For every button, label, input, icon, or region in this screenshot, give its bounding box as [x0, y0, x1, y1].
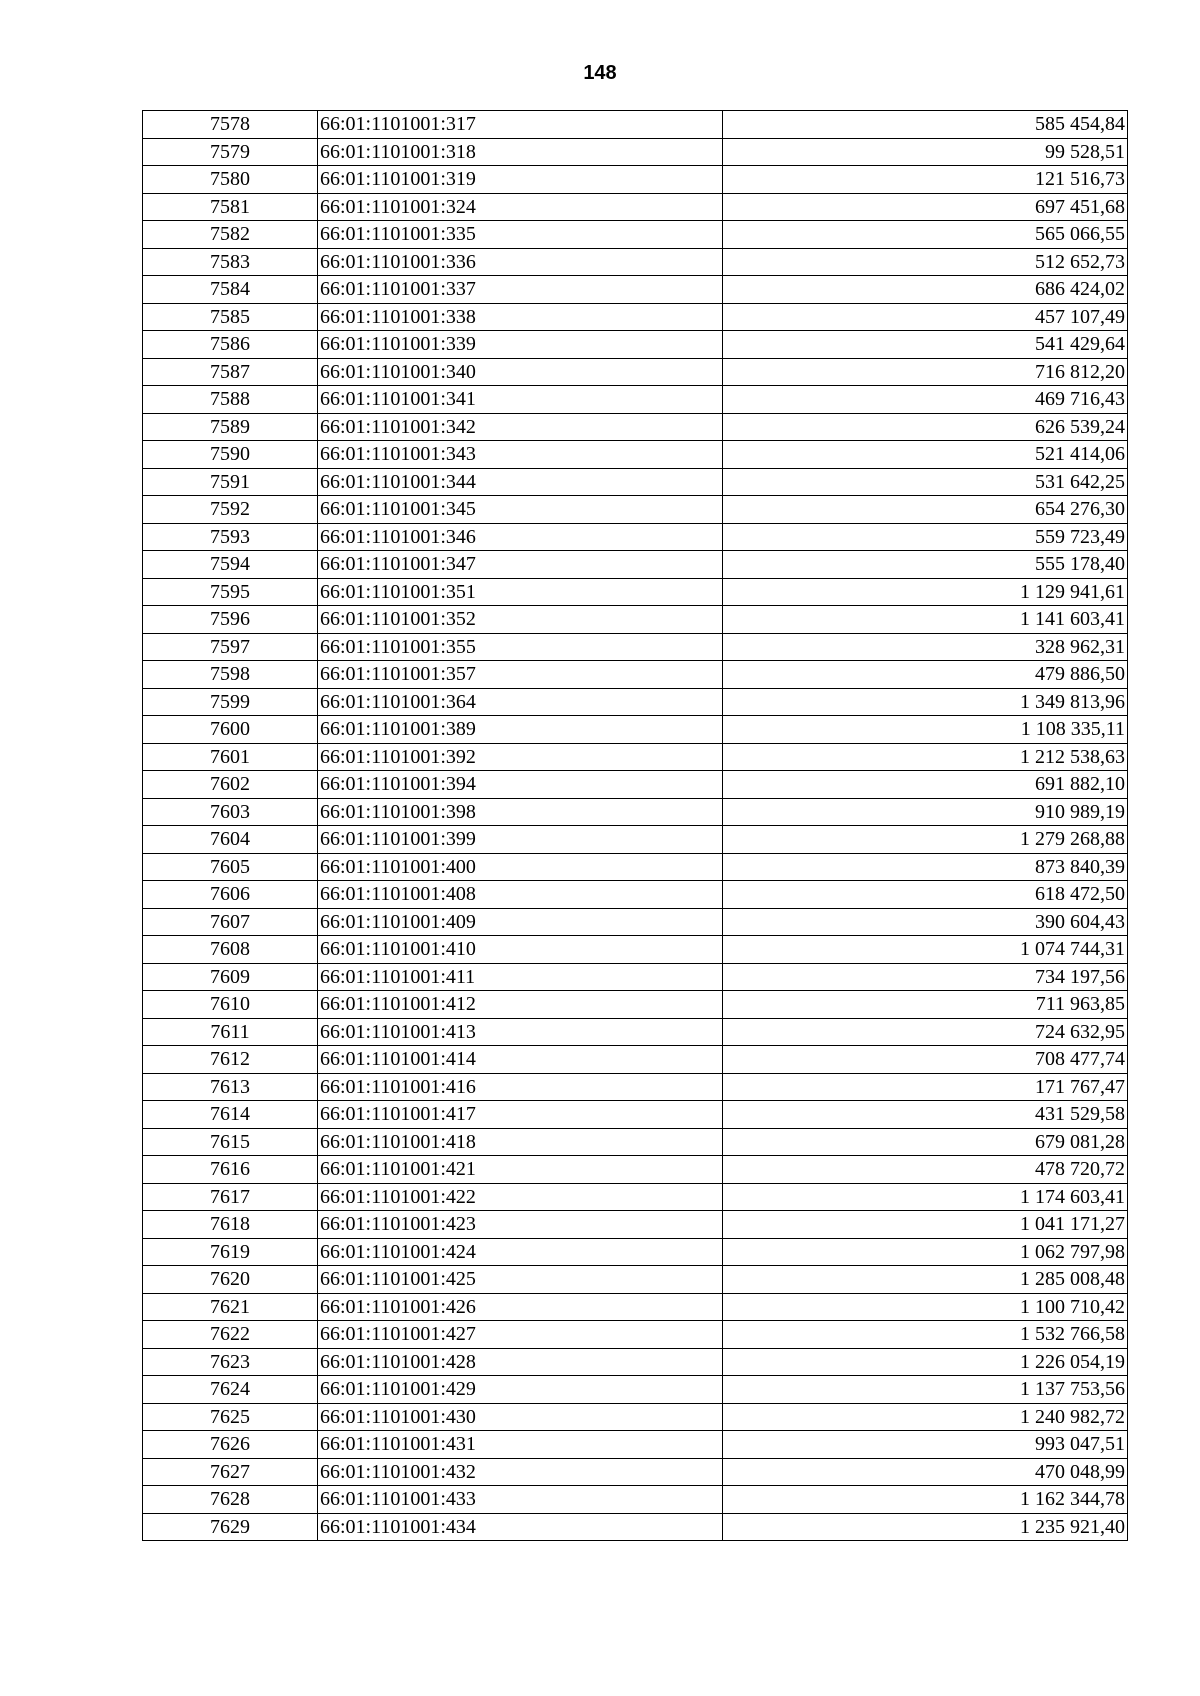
row-number-cell: 7614 — [143, 1101, 318, 1129]
cadastral-value-cell: 711 963,85 — [723, 991, 1128, 1019]
row-number-cell: 7626 — [143, 1431, 318, 1459]
table-row — [143, 1458, 1128, 1486]
cadastral-number-cell: 66:01:1101001:425 — [318, 1266, 723, 1294]
cadastral-value-cell: 1 279 268,88 — [723, 826, 1128, 854]
cadastral-number-cell: 66:01:1101001:410 — [318, 936, 723, 964]
cadastral-value-cell: 716 812,20 — [723, 358, 1128, 386]
cadastral-number-cell: 66:01:1101001:324 — [318, 193, 723, 221]
row-number-cell: 7623 — [143, 1348, 318, 1376]
row-number-cell: 7620 — [143, 1266, 318, 1294]
row-number-cell: 7605 — [143, 853, 318, 881]
cadastral-number-cell: 66:01:1101001:398 — [318, 798, 723, 826]
cadastral-value-cell: 1 162 344,78 — [723, 1486, 1128, 1514]
cadastral-value-cell: 479 886,50 — [723, 661, 1128, 689]
cadastral-number-cell: 66:01:1101001:318 — [318, 138, 723, 166]
cadastral-number-cell: 66:01:1101001:427 — [318, 1321, 723, 1349]
table-row — [143, 1403, 1128, 1431]
row-number-cell: 7580 — [143, 166, 318, 194]
cadastral-number-cell: 66:01:1101001:400 — [318, 853, 723, 881]
cadastral-number-cell: 66:01:1101001:424 — [318, 1238, 723, 1266]
cadastral-value-cell: 171 767,47 — [723, 1073, 1128, 1101]
row-number-cell: 7618 — [143, 1211, 318, 1239]
table-row — [143, 331, 1128, 359]
row-number-cell: 7581 — [143, 193, 318, 221]
cadastral-value-cell: 457 107,49 — [723, 303, 1128, 331]
cadastral-number-cell: 66:01:1101001:421 — [318, 1156, 723, 1184]
row-number-cell: 7579 — [143, 138, 318, 166]
cadastral-value-cell: 1 235 921,40 — [723, 1513, 1128, 1541]
cadastral-number-cell: 66:01:1101001:430 — [318, 1403, 723, 1431]
table-row — [143, 688, 1128, 716]
table-row — [143, 138, 1128, 166]
table-row — [143, 1073, 1128, 1101]
cadastral-value-cell: 734 197,56 — [723, 963, 1128, 991]
cadastral-value-cell: 697 451,68 — [723, 193, 1128, 221]
cadastral-value-cell: 1 240 982,72 — [723, 1403, 1128, 1431]
table-row — [143, 303, 1128, 331]
cadastral-number-cell: 66:01:1101001:352 — [318, 606, 723, 634]
row-number-cell: 7596 — [143, 606, 318, 634]
table-row — [143, 853, 1128, 881]
cadastral-number-cell: 66:01:1101001:426 — [318, 1293, 723, 1321]
table-body — [143, 111, 1128, 1541]
cadastral-number-cell: 66:01:1101001:342 — [318, 413, 723, 441]
row-number-cell: 7595 — [143, 578, 318, 606]
cadastral-number-cell: 66:01:1101001:416 — [318, 1073, 723, 1101]
cadastral-value-cell: 1 212 538,63 — [723, 743, 1128, 771]
table-row — [143, 661, 1128, 689]
table-row — [143, 413, 1128, 441]
table-row — [143, 578, 1128, 606]
table-row — [143, 826, 1128, 854]
cadastral-number-cell: 66:01:1101001:394 — [318, 771, 723, 799]
cadastral-value-cell: 724 632,95 — [723, 1018, 1128, 1046]
table-row — [143, 606, 1128, 634]
cadastral-value-cell: 873 840,39 — [723, 853, 1128, 881]
table-row — [143, 1431, 1128, 1459]
cadastral-number-cell: 66:01:1101001:346 — [318, 523, 723, 551]
table-row — [143, 1018, 1128, 1046]
page-number: 148 — [583, 62, 617, 84]
table-row — [143, 1266, 1128, 1294]
cadastral-value-cell: 541 429,64 — [723, 331, 1128, 359]
row-number-cell: 7584 — [143, 276, 318, 304]
cadastral-number-cell: 66:01:1101001:340 — [318, 358, 723, 386]
row-number-cell: 7582 — [143, 221, 318, 249]
table-row — [143, 1156, 1128, 1184]
table-row — [143, 1183, 1128, 1211]
cadastral-value-cell: 565 066,55 — [723, 221, 1128, 249]
table-row — [143, 248, 1128, 276]
cadastral-number-cell: 66:01:1101001:357 — [318, 661, 723, 689]
table-row — [143, 1513, 1128, 1541]
cadastral-number-cell: 66:01:1101001:343 — [318, 441, 723, 469]
row-number-cell: 7627 — [143, 1458, 318, 1486]
row-number-cell: 7600 — [143, 716, 318, 744]
table-row — [143, 881, 1128, 909]
table-row — [143, 276, 1128, 304]
cadastral-value-cell: 654 276,30 — [723, 496, 1128, 524]
row-number-cell: 7590 — [143, 441, 318, 469]
row-number-cell: 7625 — [143, 1403, 318, 1431]
cadastral-number-cell: 66:01:1101001:389 — [318, 716, 723, 744]
cadastral-value-cell: 99 528,51 — [723, 138, 1128, 166]
cadastral-number-cell: 66:01:1101001:417 — [318, 1101, 723, 1129]
cadastral-value-cell: 328 962,31 — [723, 633, 1128, 661]
cadastral-number-cell: 66:01:1101001:355 — [318, 633, 723, 661]
cadastral-value-cell: 555 178,40 — [723, 551, 1128, 579]
table-row — [143, 633, 1128, 661]
table-row — [143, 523, 1128, 551]
cadastral-number-cell: 66:01:1101001:422 — [318, 1183, 723, 1211]
row-number-cell: 7615 — [143, 1128, 318, 1156]
row-number-cell: 7599 — [143, 688, 318, 716]
row-number-cell: 7610 — [143, 991, 318, 1019]
cadastral-number-cell: 66:01:1101001:344 — [318, 468, 723, 496]
row-number-cell: 7609 — [143, 963, 318, 991]
row-number-cell: 7607 — [143, 908, 318, 936]
cadastral-number-cell: 66:01:1101001:345 — [318, 496, 723, 524]
cadastral-number-cell: 66:01:1101001:392 — [318, 743, 723, 771]
cadastral-value-table — [142, 110, 1128, 1541]
table-row — [143, 908, 1128, 936]
table-row — [143, 743, 1128, 771]
table-row — [143, 963, 1128, 991]
cadastral-value-cell: 1 174 603,41 — [723, 1183, 1128, 1211]
cadastral-value-cell: 512 652,73 — [723, 248, 1128, 276]
cadastral-value-cell: 585 454,84 — [723, 111, 1128, 139]
table-row — [143, 991, 1128, 1019]
row-number-cell: 7588 — [143, 386, 318, 414]
cadastral-value-cell: 478 720,72 — [723, 1156, 1128, 1184]
row-number-cell: 7589 — [143, 413, 318, 441]
cadastral-value-cell: 1 100 710,42 — [723, 1293, 1128, 1321]
row-number-cell: 7597 — [143, 633, 318, 661]
table-row — [143, 166, 1128, 194]
cadastral-value-cell: 1 285 008,48 — [723, 1266, 1128, 1294]
cadastral-value-cell: 618 472,50 — [723, 881, 1128, 909]
cadastral-number-cell: 66:01:1101001:428 — [318, 1348, 723, 1376]
cadastral-number-cell: 66:01:1101001:408 — [318, 881, 723, 909]
cadastral-number-cell: 66:01:1101001:337 — [318, 276, 723, 304]
cadastral-value-cell: 626 539,24 — [723, 413, 1128, 441]
cadastral-value-cell: 559 723,49 — [723, 523, 1128, 551]
cadastral-value-cell: 1 041 171,27 — [723, 1211, 1128, 1239]
row-number-cell: 7606 — [143, 881, 318, 909]
row-number-cell: 7586 — [143, 331, 318, 359]
table-row — [143, 1486, 1128, 1514]
row-number-cell: 7612 — [143, 1046, 318, 1074]
cadastral-value-cell: 679 081,28 — [723, 1128, 1128, 1156]
row-number-cell: 7578 — [143, 111, 318, 139]
cadastral-number-cell: 66:01:1101001:409 — [318, 908, 723, 936]
cadastral-value-cell: 910 989,19 — [723, 798, 1128, 826]
row-number-cell: 7613 — [143, 1073, 318, 1101]
cadastral-value-cell: 390 604,43 — [723, 908, 1128, 936]
cadastral-value-cell: 470 048,99 — [723, 1458, 1128, 1486]
cadastral-value-cell: 1 074 744,31 — [723, 936, 1128, 964]
row-number-cell: 7628 — [143, 1486, 318, 1514]
cadastral-number-cell: 66:01:1101001:335 — [318, 221, 723, 249]
cadastral-number-cell: 66:01:1101001:414 — [318, 1046, 723, 1074]
table-row — [143, 771, 1128, 799]
cadastral-value-cell: 708 477,74 — [723, 1046, 1128, 1074]
cadastral-value-cell: 993 047,51 — [723, 1431, 1128, 1459]
cadastral-value-cell: 1 129 941,61 — [723, 578, 1128, 606]
cadastral-value-cell: 121 516,73 — [723, 166, 1128, 194]
table-row — [143, 1348, 1128, 1376]
cadastral-value-cell: 1 141 603,41 — [723, 606, 1128, 634]
table-row — [143, 716, 1128, 744]
cadastral-value-cell: 521 414,06 — [723, 441, 1128, 469]
row-number-cell: 7611 — [143, 1018, 318, 1046]
row-number-cell: 7604 — [143, 826, 318, 854]
row-number-cell: 7616 — [143, 1156, 318, 1184]
table-row — [143, 1128, 1128, 1156]
cadastral-value-cell: 686 424,02 — [723, 276, 1128, 304]
cadastral-value-cell: 531 642,25 — [723, 468, 1128, 496]
table-row — [143, 386, 1128, 414]
row-number-cell: 7629 — [143, 1513, 318, 1541]
cadastral-number-cell: 66:01:1101001:319 — [318, 166, 723, 194]
row-number-cell: 7602 — [143, 771, 318, 799]
cadastral-value-cell: 469 716,43 — [723, 386, 1128, 414]
row-number-cell: 7593 — [143, 523, 318, 551]
cadastral-number-cell: 66:01:1101001:338 — [318, 303, 723, 331]
cadastral-number-cell: 66:01:1101001:399 — [318, 826, 723, 854]
table-row — [143, 193, 1128, 221]
cadastral-value-cell: 1 137 753,56 — [723, 1376, 1128, 1404]
table-row — [143, 441, 1128, 469]
table-row — [143, 798, 1128, 826]
cadastral-value-cell: 1 226 054,19 — [723, 1348, 1128, 1376]
cadastral-number-cell: 66:01:1101001:364 — [318, 688, 723, 716]
row-number-cell: 7608 — [143, 936, 318, 964]
table-row — [143, 358, 1128, 386]
table-row — [143, 468, 1128, 496]
cadastral-number-cell: 66:01:1101001:341 — [318, 386, 723, 414]
table-row — [143, 1101, 1128, 1129]
table-row — [143, 1238, 1128, 1266]
cadastral-number-cell: 66:01:1101001:351 — [318, 578, 723, 606]
table-row — [143, 1321, 1128, 1349]
row-number-cell: 7592 — [143, 496, 318, 524]
cadastral-value-cell: 1 532 766,58 — [723, 1321, 1128, 1349]
cadastral-number-cell: 66:01:1101001:431 — [318, 1431, 723, 1459]
table-row — [143, 496, 1128, 524]
cadastral-value-cell: 1 062 797,98 — [723, 1238, 1128, 1266]
table-row — [143, 551, 1128, 579]
cadastral-number-cell: 66:01:1101001:434 — [318, 1513, 723, 1541]
row-number-cell: 7591 — [143, 468, 318, 496]
row-number-cell: 7583 — [143, 248, 318, 276]
row-number-cell: 7621 — [143, 1293, 318, 1321]
cadastral-number-cell: 66:01:1101001:412 — [318, 991, 723, 1019]
row-number-cell: 7619 — [143, 1238, 318, 1266]
table-row — [143, 1376, 1128, 1404]
cadastral-number-cell: 66:01:1101001:418 — [318, 1128, 723, 1156]
row-number-cell: 7587 — [143, 358, 318, 386]
row-number-cell: 7601 — [143, 743, 318, 771]
cadastral-number-cell: 66:01:1101001:336 — [318, 248, 723, 276]
cadastral-number-cell: 66:01:1101001:429 — [318, 1376, 723, 1404]
row-number-cell: 7594 — [143, 551, 318, 579]
cadastral-number-cell: 66:01:1101001:413 — [318, 1018, 723, 1046]
cadastral-value-cell: 1 349 813,96 — [723, 688, 1128, 716]
table-row — [143, 221, 1128, 249]
table-row — [143, 1293, 1128, 1321]
cadastral-number-cell: 66:01:1101001:432 — [318, 1458, 723, 1486]
table-row — [143, 111, 1128, 139]
cadastral-number-cell: 66:01:1101001:433 — [318, 1486, 723, 1514]
table-row — [143, 936, 1128, 964]
row-number-cell: 7598 — [143, 661, 318, 689]
cadastral-number-cell: 66:01:1101001:423 — [318, 1211, 723, 1239]
cadastral-number-cell: 66:01:1101001:317 — [318, 111, 723, 139]
cadastral-number-cell: 66:01:1101001:347 — [318, 551, 723, 579]
table-row — [143, 1211, 1128, 1239]
cadastral-number-cell: 66:01:1101001:411 — [318, 963, 723, 991]
row-number-cell: 7617 — [143, 1183, 318, 1211]
row-number-cell: 7585 — [143, 303, 318, 331]
row-number-cell: 7624 — [143, 1376, 318, 1404]
cadastral-number-cell: 66:01:1101001:339 — [318, 331, 723, 359]
cadastral-value-cell: 431 529,58 — [723, 1101, 1128, 1129]
cadastral-value-cell: 1 108 335,11 — [723, 716, 1128, 744]
table-row — [143, 1046, 1128, 1074]
cadastral-value-cell: 691 882,10 — [723, 771, 1128, 799]
row-number-cell: 7622 — [143, 1321, 318, 1349]
row-number-cell: 7603 — [143, 798, 318, 826]
